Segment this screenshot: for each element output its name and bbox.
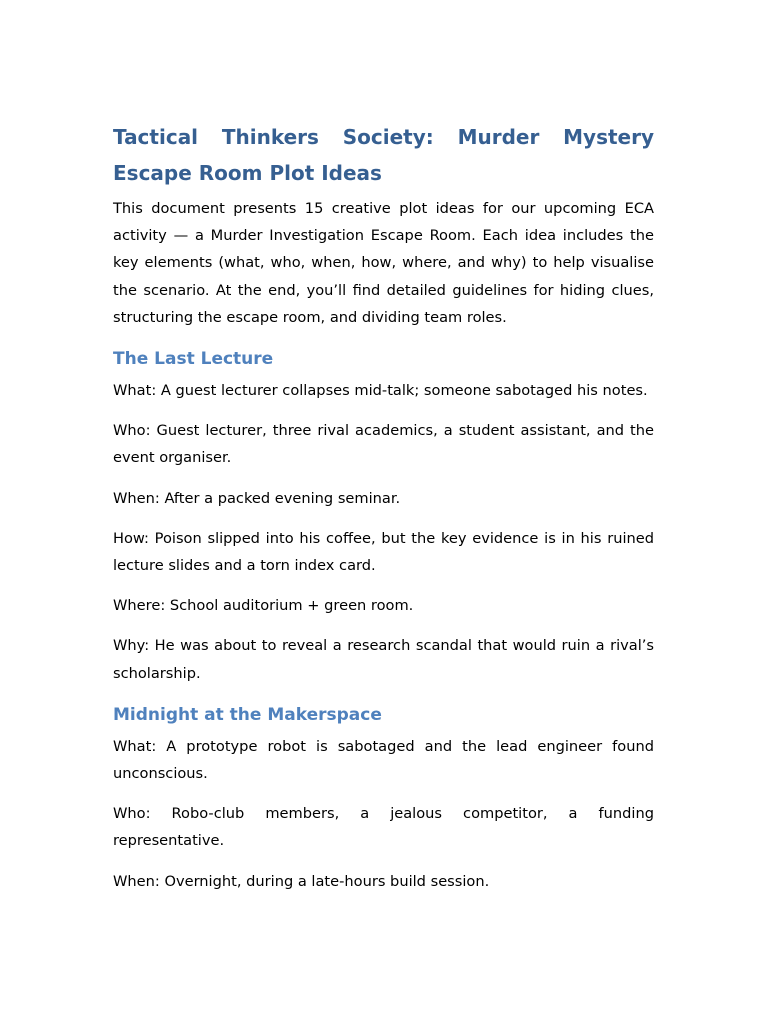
document-page [113, 119, 654, 895]
plot-where: Where: School auditorium + green room. [113, 597, 414, 615]
plot-who: Who: Guest lecturer, three rival academics, a student assistant, and the event organiser. [113, 422, 654, 467]
plot-what: What: A prototype robot is sabotaged and the lead engineer found unconscious. [113, 737, 654, 783]
plot-when: When: After a packed evening seminar. [113, 489, 401, 507]
section-heading: Midnight at the Makerspace [113, 704, 382, 725]
plot-when: When: Overnight, during a late-hours build session. [113, 872, 490, 890]
plot-what: What: A guest lecturer collapses mid-talk; someone sabotaged his notes. [113, 382, 648, 400]
intro-paragraph: This document presents 15 creative plot ideas for our upcoming ECA activity — a Murder Investigation Escape Room. Each idea includes the key elements (what, who, when, how, where, and why) to help visualise the scenario. At the end, you’ll find detailed guidelines for hiding clues, structuring the escape room, and dividing team roles. [113, 200, 654, 326]
plot-section-midnight-at-the-makerspace [113, 701, 654, 895]
plot-who: Who: Robo-club members, a jealous competitor, a funding representative. [113, 805, 654, 850]
plot-why: Why: He was about to reveal a research scandal that would ruin a rival’s scholarship. [113, 637, 654, 682]
section-heading: The Last Lecture [113, 349, 274, 370]
plot-section-the-last-lecture [113, 345, 654, 687]
plot-how: How: Poison slipped into his coffee, but the key evidence is in his ruined lecture slides and a torn index card. [113, 529, 654, 575]
document-title: Tactical Thinkers Society: Murder Mystery Escape Room Plot Ideas [113, 125, 654, 185]
